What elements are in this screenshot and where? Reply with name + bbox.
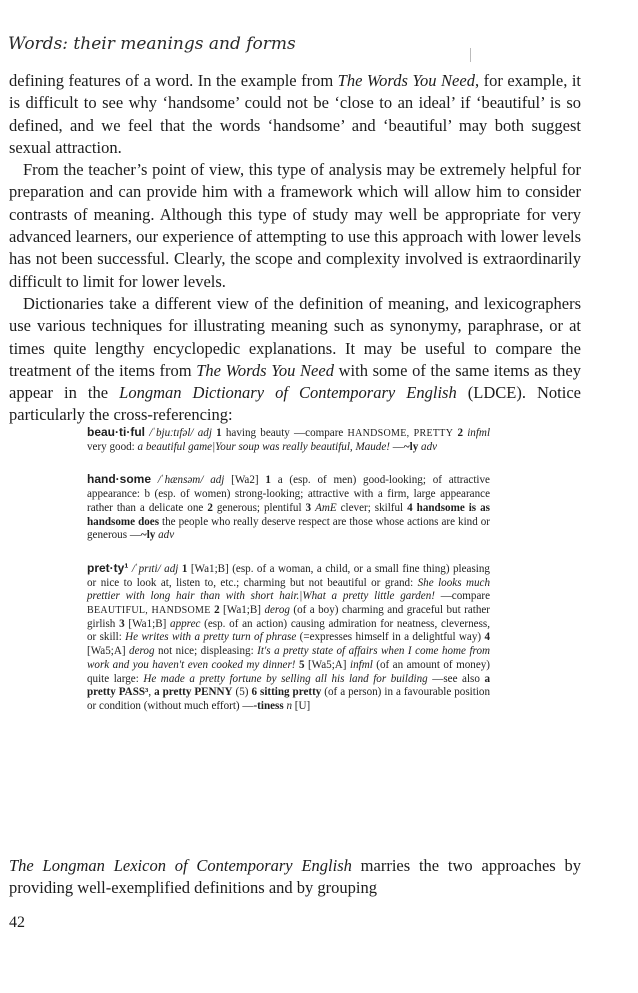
idiom: handsome is as handsome does (87, 501, 490, 528)
sense-number: 6 (251, 686, 258, 699)
sense-number: 1 (181, 562, 188, 575)
definition-text: clever; skilful (336, 501, 408, 514)
definition-text: —compare (434, 590, 490, 603)
sense-number: 3 (305, 501, 312, 514)
pronunciation: /ˈprɪti/ (131, 562, 161, 575)
usage-label: infml (349, 658, 373, 671)
cross-reference: a pretty PASS³ (87, 672, 490, 699)
text-run: with some of the same items as they appear in the (9, 360, 581, 403)
dictionary-title: Longman Dictionary of Contemporary English (119, 383, 457, 403)
definition-text: not nice; displeasing: (154, 645, 258, 658)
example: She looks much prettier with long hair than with short hair.|What a pretty little garden! (87, 576, 490, 603)
usage-label: apprec (170, 617, 201, 630)
grammar-code: [Wa2] (231, 474, 266, 487)
sense-number: 4 (407, 501, 413, 514)
definition-text: (of a boy) charming and graceful but rather girlish (87, 604, 490, 630)
sense-number: 3 (119, 617, 125, 630)
sense-number: 2 (207, 501, 213, 514)
sense-number: 2 (214, 604, 220, 617)
text-run: defining features of a word. In the example from (9, 71, 338, 90)
text-run: , for example, it is difficult to see why ‘handsome’ could not be ‘close to an ideal’ if ‘beautiful’ is so defined, and we feel that the words ‘handsome’ and ‘beautiful’ may both suggest sexual attraction. (9, 71, 581, 157)
example: He writes with a pretty turn of phrase (125, 631, 297, 644)
usage-label: derog (129, 645, 155, 658)
entry-pretty (87, 562, 490, 714)
definition-text: , (148, 686, 155, 699)
headword: pret·ty¹ (87, 560, 129, 575)
part-of-speech: adj (210, 474, 225, 487)
derivative: -tiness (253, 699, 284, 712)
headword: hand·some (87, 472, 152, 487)
grammar-code: [Wa1;B] (124, 617, 171, 630)
grammar-code: [Wa1;B] (219, 604, 265, 617)
definition-text: (esp. of an action) causing admiration for neatness, cleverness, or skill: (87, 617, 490, 644)
cross-reference: HANDSOME, PRETTY (347, 428, 454, 439)
text-run: Dictionaries take a different view of the definition of meaning, and lexicographers use various techniques for illustrating meaning such as synonymy, paraphrase, or at times quite lengthy encyclopedic explanations. It may be useful to compare the treatment of the items from (9, 293, 581, 380)
sense-number: 2 (457, 427, 463, 439)
usage-label: infml (467, 427, 491, 439)
example: He made a pretty fortune by selling all his land for building (143, 672, 428, 685)
part-of-speech: adj (164, 562, 179, 575)
part-of-speech: n (286, 699, 293, 712)
definition-text: — (389, 440, 404, 453)
idiom: sitting pretty (260, 686, 322, 699)
example: It's a pretty state of affairs when I come home from work and you haven't even cooked my dinner! (87, 645, 491, 671)
closing-paragraph (9, 855, 581, 900)
paragraph-1 (9, 70, 581, 159)
definition-text: [Wa1;B] (esp. of a woman, a child, or a small fine thing) pleasing or nice to look at, listen to, etc.; charming but not beautiful or grand: (87, 562, 490, 589)
example: a beautiful game|Your soup was really beautiful, Maude! (137, 440, 390, 453)
definition-text: (5) (232, 686, 252, 699)
definition-text: generous; plentiful (212, 501, 306, 514)
entry-beautiful (87, 426, 490, 454)
pronunciation: /ˈhænsəm/ (157, 474, 204, 487)
page-number: 42 (9, 914, 25, 931)
definition-text: having beauty —compare (221, 427, 348, 439)
dictionary-excerpt (87, 426, 490, 714)
headword: beau·ti·ful (87, 425, 145, 439)
book-title: The Longman Lexicon of Contemporary English (9, 856, 352, 875)
book-title: The Words You Need (337, 71, 475, 90)
part-of-speech: adv (421, 440, 438, 453)
part-of-speech: adj (197, 427, 212, 439)
definition-text: (=expresses himself in a delightful way) (296, 631, 485, 644)
usage-label: derog (264, 604, 290, 617)
sense-number: 1 (216, 427, 222, 439)
cross-reference: a pretty PENNY (154, 686, 233, 699)
part-of-speech: adv (158, 529, 175, 542)
sense-number: 1 (265, 474, 271, 487)
grammar-code: [Wa5;A] (304, 658, 350, 671)
pronunciation: /ˈbjuːtɪfəl/ (149, 427, 194, 439)
entry-handsome (87, 473, 490, 543)
paragraph-3 (9, 293, 581, 427)
definition-text: —see also (427, 672, 485, 685)
definition-text: (of a person) in a favourable position or condition (without much effort) — (87, 686, 491, 712)
paragraph-2: From the teacher’s point of view, this type of analysis may be extremely helpful for preparation and can provide him with a framework which will allow him to consider contrasts of meaning. Although this type of study may well be appropriate for very advanced learners, our experience of attempting to use this approach with lower levels has not been successful. Clearly, the scope and complexity involved is extraordinarily difficult to limit for lower levels. (9, 160, 581, 291)
derivative: ~ly (403, 440, 419, 453)
derivative: ~ly (140, 529, 156, 542)
definition-text: (of an amount of money) quite large: (87, 658, 490, 685)
grammar-code: [Wa5;A] (87, 645, 130, 658)
running-head: Words: their meanings and forms (8, 34, 296, 54)
usage-label: AmE (315, 501, 337, 514)
body-text (9, 70, 581, 427)
sense-number: 5 (298, 658, 305, 671)
sense-number: 4 (484, 631, 490, 644)
book-title: The Words You Need (196, 360, 334, 380)
cross-reference: BEAUTIFUL, HANDSOME (87, 605, 211, 617)
definition-text: very good: (87, 440, 138, 453)
definition-text: a (esp. of men) good-looking; of attractive appearance: b (esp. of women) strong-looking; attractive with a firm, large appearance rather than a delicate one (87, 474, 490, 514)
grammar-code: [U] (292, 699, 311, 712)
text-run: marries the two approaches by providing well-exemplified definitions and by grouping (9, 856, 582, 898)
text-run: (LDCE). Notice particularly the cross-referencing: (9, 383, 581, 425)
header-rule (470, 48, 471, 62)
definition-text: the people who really deserve respect are those whose actions are kind or generous — (87, 515, 490, 542)
